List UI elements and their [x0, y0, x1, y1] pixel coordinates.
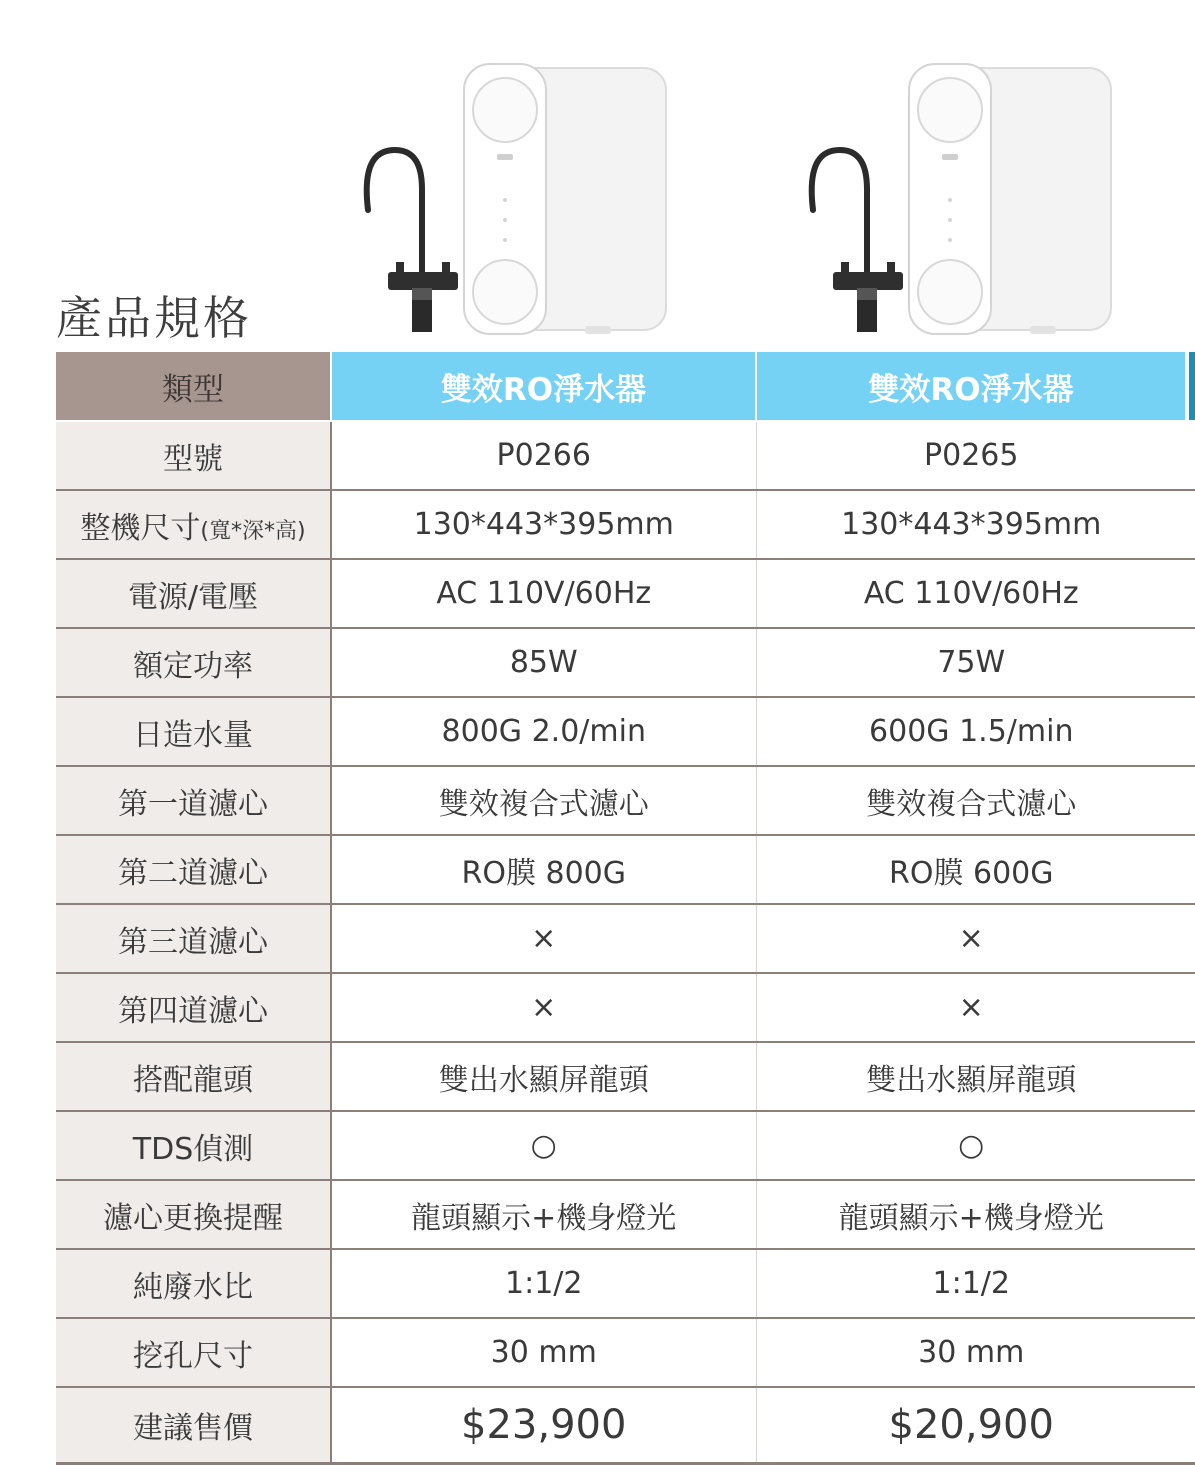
- row-edge: [1186, 697, 1195, 766]
- row-value-product-b: P0265: [756, 421, 1186, 490]
- table-row: [56, 904, 1195, 973]
- table-row: [56, 1387, 1195, 1464]
- table-header-row: [56, 352, 1195, 421]
- row-value-product-a: 85W: [331, 628, 756, 697]
- row-label-text: 整機尺寸: [80, 510, 201, 546]
- row-edge: [1186, 628, 1195, 697]
- table-row: [56, 1111, 1195, 1180]
- row-label-suffix: (寬*深*高): [200, 518, 306, 544]
- row-value-product-b: 30 mm: [756, 1318, 1186, 1387]
- row-value-product-b: $20,900: [756, 1387, 1186, 1464]
- row-label: [56, 628, 331, 697]
- header-product-a: 雙效RO淨水器: [331, 352, 756, 421]
- row-label: [56, 697, 331, 766]
- row-label-text: 純廢水比: [133, 1269, 253, 1305]
- row-edge: [1186, 559, 1195, 628]
- row-edge: [1186, 766, 1195, 835]
- header-product-b: 雙效RO淨水器: [756, 352, 1186, 421]
- row-edge: [1186, 904, 1195, 973]
- row-label: [56, 1042, 331, 1111]
- row-value-product-a: 800G 2.0/min: [331, 697, 756, 766]
- row-edge: [1186, 1042, 1195, 1111]
- row-value-product-b: 龍頭顯示+機身燈光: [756, 1180, 1186, 1249]
- row-label: [56, 490, 331, 559]
- row-value-product-a: AC 110V/60Hz: [331, 559, 756, 628]
- row-value-product-a: 1:1/2: [331, 1249, 756, 1318]
- faucet-icon: [812, 150, 903, 332]
- row-label-text: TDS偵測: [132, 1131, 254, 1167]
- table-row: [56, 1249, 1195, 1318]
- row-value-product-b: 雙出水顯屏龍頭: [756, 1042, 1186, 1111]
- row-label: [56, 1249, 331, 1318]
- table-row: [56, 628, 1195, 697]
- table-row: [56, 697, 1195, 766]
- row-value-product-b: 130*443*395mm: [756, 490, 1186, 559]
- table-row: [56, 490, 1195, 559]
- row-label: [56, 973, 331, 1042]
- header-label: 類型: [56, 352, 331, 421]
- row-value-product-a: 龍頭顯示+機身燈光: [331, 1180, 756, 1249]
- table-row: [56, 835, 1195, 904]
- row-label-text: 建議售價: [133, 1411, 253, 1446]
- row-value-product-b: ×: [756, 973, 1186, 1042]
- row-label-text: 第二道濾心: [118, 855, 268, 891]
- spec-table: [56, 352, 1195, 1465]
- row-label: [56, 1318, 331, 1387]
- row-edge: [1186, 1111, 1195, 1180]
- table-row: [56, 973, 1195, 1042]
- row-label-text: 挖孔尺寸: [133, 1338, 253, 1374]
- purifier-body: [464, 64, 666, 334]
- row-label-text: 第四道濾心: [118, 993, 268, 1029]
- row-edge: [1186, 421, 1195, 490]
- row-label-text: 搭配龍頭: [133, 1062, 253, 1098]
- faucet-icon: [367, 150, 458, 332]
- row-edge: [1186, 1180, 1195, 1249]
- row-edge: [1186, 1318, 1195, 1387]
- water-purifier-image: [360, 50, 670, 340]
- row-label: [56, 1387, 331, 1464]
- row-value-product-a: 30 mm: [331, 1318, 756, 1387]
- row-value-product-b: 600G 1.5/min: [756, 697, 1186, 766]
- row-value-product-a: 130*443*395mm: [331, 490, 756, 559]
- row-label-text: 型號: [163, 441, 223, 477]
- row-label: [56, 904, 331, 973]
- table-row: [56, 766, 1195, 835]
- row-value-product-a: ×: [331, 904, 756, 973]
- row-value-product-a: ○: [331, 1111, 756, 1180]
- table-row: [56, 1042, 1195, 1111]
- row-label: [56, 559, 331, 628]
- row-edge: [1186, 490, 1195, 559]
- row-value-product-a: 雙出水顯屏龍頭: [331, 1042, 756, 1111]
- row-edge: [1186, 973, 1195, 1042]
- header-edge: [1186, 352, 1195, 421]
- row-value-product-b: ×: [756, 904, 1186, 973]
- row-label-text: 日造水量: [133, 717, 253, 753]
- row-edge: [1186, 1249, 1195, 1318]
- row-label-text: 電源/電壓: [127, 579, 259, 615]
- row-label: [56, 766, 331, 835]
- row-value-product-a: ×: [331, 973, 756, 1042]
- table-row: [56, 559, 1195, 628]
- row-value-product-b: 1:1/2: [756, 1249, 1186, 1318]
- row-label-text: 第一道濾心: [118, 786, 268, 822]
- row-value-product-b: ○: [756, 1111, 1186, 1180]
- row-label: [56, 835, 331, 904]
- row-value-product-b: AC 110V/60Hz: [756, 559, 1186, 628]
- row-label-text: 額定功率: [133, 648, 253, 684]
- row-value-product-a: P0266: [331, 421, 756, 490]
- section-title: 產品規格: [56, 291, 252, 345]
- water-purifier-image: [805, 50, 1115, 340]
- table-row: [56, 1180, 1195, 1249]
- row-label: [56, 421, 331, 490]
- row-edge: [1186, 835, 1195, 904]
- row-label-text: 濾心更換提醒: [103, 1200, 283, 1236]
- row-value-product-b: RO膜 600G: [756, 835, 1186, 904]
- purifier-body: [909, 64, 1111, 334]
- row-value-product-b: 75W: [756, 628, 1186, 697]
- row-label: [56, 1180, 331, 1249]
- row-value-product-a: $23,900: [331, 1387, 756, 1464]
- table-row: [56, 421, 1195, 490]
- table-row: [56, 1318, 1195, 1387]
- row-value-product-a: RO膜 800G: [331, 835, 756, 904]
- row-value-product-a: 雙效複合式濾心: [331, 766, 756, 835]
- row-edge: [1186, 1387, 1195, 1464]
- edge-accent-bar: [1189, 352, 1195, 420]
- row-value-product-b: 雙效複合式濾心: [756, 766, 1186, 835]
- row-label-text: 第三道濾心: [118, 924, 268, 960]
- row-label: [56, 1111, 331, 1180]
